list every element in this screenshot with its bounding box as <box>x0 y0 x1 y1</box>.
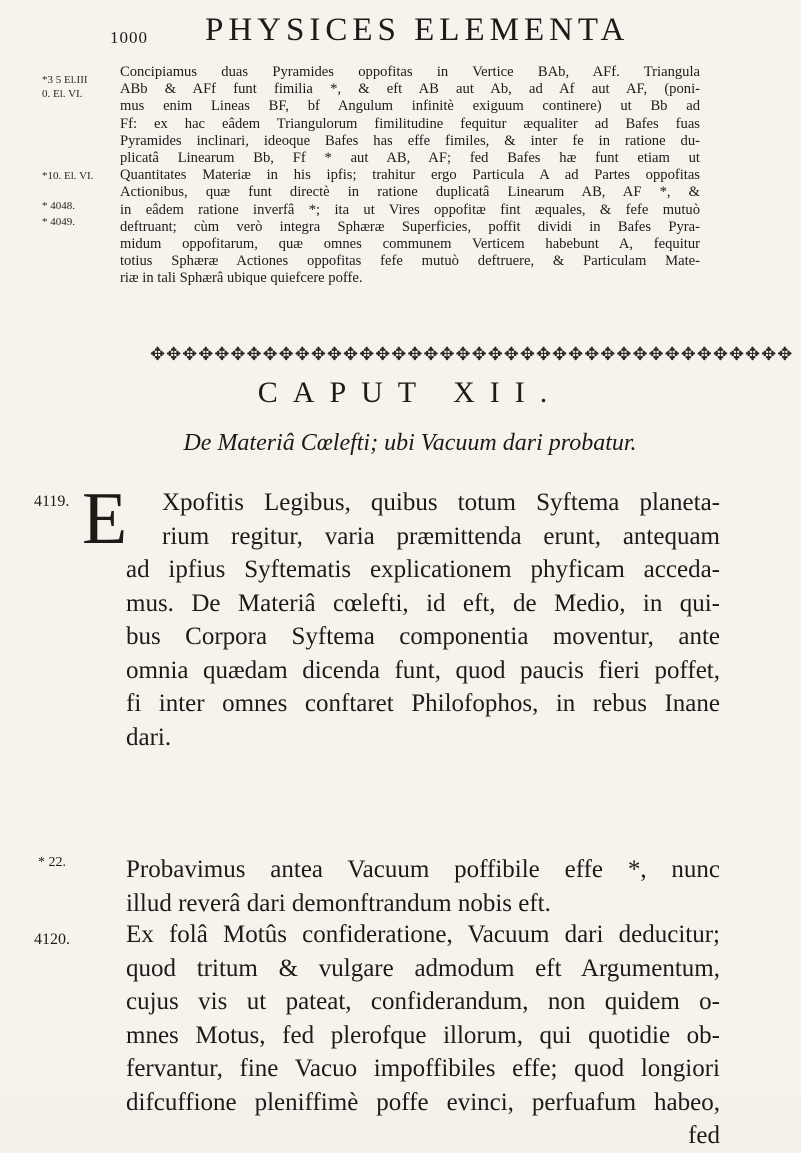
text-line: plicatâ Linearum Bb, Ff * aut AB, AF; fed Bafes hæ funt etiam ut <box>120 150 700 167</box>
text-line: in eâdem ratione inverfâ *; ita ut Vires oppofitæ fint æquales, & fefe mutuò <box>120 201 700 218</box>
text-line: midum oppofitarum, quæ omnes communem Verticem habebunt A, fequitur <box>120 236 700 253</box>
chapter-subtitle: De Materiâ Cœlefti; ubi Vacuum dari probatur. <box>183 430 637 456</box>
drop-cap: E <box>82 478 128 560</box>
margin-note: * 4049. <box>42 216 75 228</box>
text-line: Xpofitis Legibus, quibus totum Syftema planeta- <box>162 489 720 516</box>
margin-note: * 4048. <box>42 200 75 212</box>
chapter-heading: CAPUT XII. <box>257 376 563 409</box>
text-line: mus. De Materiâ cœlefti, id eft, de Medio, in qui- <box>126 589 720 617</box>
text-line: Ex folâ Motûs confideratione, Vacuum dari deducitur; <box>126 921 720 948</box>
text-line: omnia quædam dicenda funt, quod paucis fieri poffet, <box>126 656 720 684</box>
paragraph-number: 4119. <box>34 493 70 510</box>
text-line: Pyramides inclinari, ideoque Bafes has effe fimiles, & inter fe in ratione du- <box>120 132 700 149</box>
text-line: rium regitur, varia præmittenda erunt, antequam <box>162 522 720 550</box>
text-line: fi inter omnes conftaret Philofophos, in rebus Inane <box>126 690 720 717</box>
page-number: 1000 <box>110 28 148 47</box>
margin-note: *3 5 El.III <box>42 74 88 86</box>
text-line: Ff: ex hac eâdem Triangulorum fimilitudine fequitur æqualiter ad Bafes fuas <box>120 115 700 132</box>
text-line: fervantur, fine Vacuo impoffibiles effe; quod longiori <box>126 1055 720 1082</box>
text-line: Actionibus, quæ funt directè in ratione duplicatâ Linearum AB, AF *, & <box>120 184 700 201</box>
text-line: mnes Motus, fed plerofque illorum, qui quotidie ob- <box>126 1021 720 1049</box>
text-line: difcuffione pleniffimè poffe evinci, perfuafum habeo, <box>126 1088 720 1116</box>
intro-paragraph <box>120 64 700 288</box>
text-line: illud reverâ dari demonftrandum nobis eft. <box>126 889 551 917</box>
text-line: ABb & AFf funt fimilia *, & eft AB aut Ab, ad Af aut AF, (poni- <box>120 81 700 98</box>
text-line: bus Corpora Syftema componentia moventur, ante <box>126 623 720 650</box>
paragraph-4120 <box>80 918 720 1153</box>
catchword: fed <box>688 1122 720 1149</box>
text-line: Probavimus antea Vacuum poffibile effe *, nunc <box>126 856 720 883</box>
text-line: ad ipfius Syftematis explicationem phyficam acceda- <box>126 556 720 583</box>
text-line: cujus vis ut pateat, confiderandum, non quidem o- <box>126 988 720 1015</box>
text-line: totius Sphæræ Actiones oppofitas fefe mutuò deftruere, & Particulam Mate- <box>120 253 700 270</box>
paragraph-number: 4120. <box>34 931 70 948</box>
paragraph-4119 <box>80 478 720 754</box>
running-head <box>110 10 690 50</box>
text-line: quod tritum & vulgare admodum eft Argumentum, <box>126 954 720 982</box>
text-line: Quantitates Materiæ in his ipfis; trahitur ergo Particula A ad Partes oppofitas <box>120 167 700 184</box>
text-line: Concipiamus duas Pyramides oppofitas in Vertice BAb, AFf. Triangula <box>120 64 700 80</box>
text-line: riæ in tali Sphærâ ubique quiefcere poffe. <box>120 270 363 287</box>
text-line: deftruant; cùm verò integra Sphæræ Superficies, poffit dividi in Bafes Pyra- <box>120 218 700 235</box>
text-line: dari. <box>126 723 172 751</box>
running-title: PHYSICES ELEMENTA <box>205 12 630 48</box>
ornamental-band: ✥✥✥✥✥✥✥✥✥✥✥✥✥✥✥✥✥✥✥✥✥✥✥✥✥✥✥✥✥✥✥✥✥✥✥✥✥✥✥✥ <box>150 344 794 364</box>
margin-reference: * 22. <box>38 855 66 870</box>
margin-note: *10. El. VI. <box>42 170 94 182</box>
text-line: mus enim Lineas BF, bf Angulum infinitè exiguum continere) ut Bb ad <box>120 98 700 115</box>
margin-note: 0. El. VI. <box>42 88 83 100</box>
paragraph-vacuum-possible <box>80 853 720 920</box>
